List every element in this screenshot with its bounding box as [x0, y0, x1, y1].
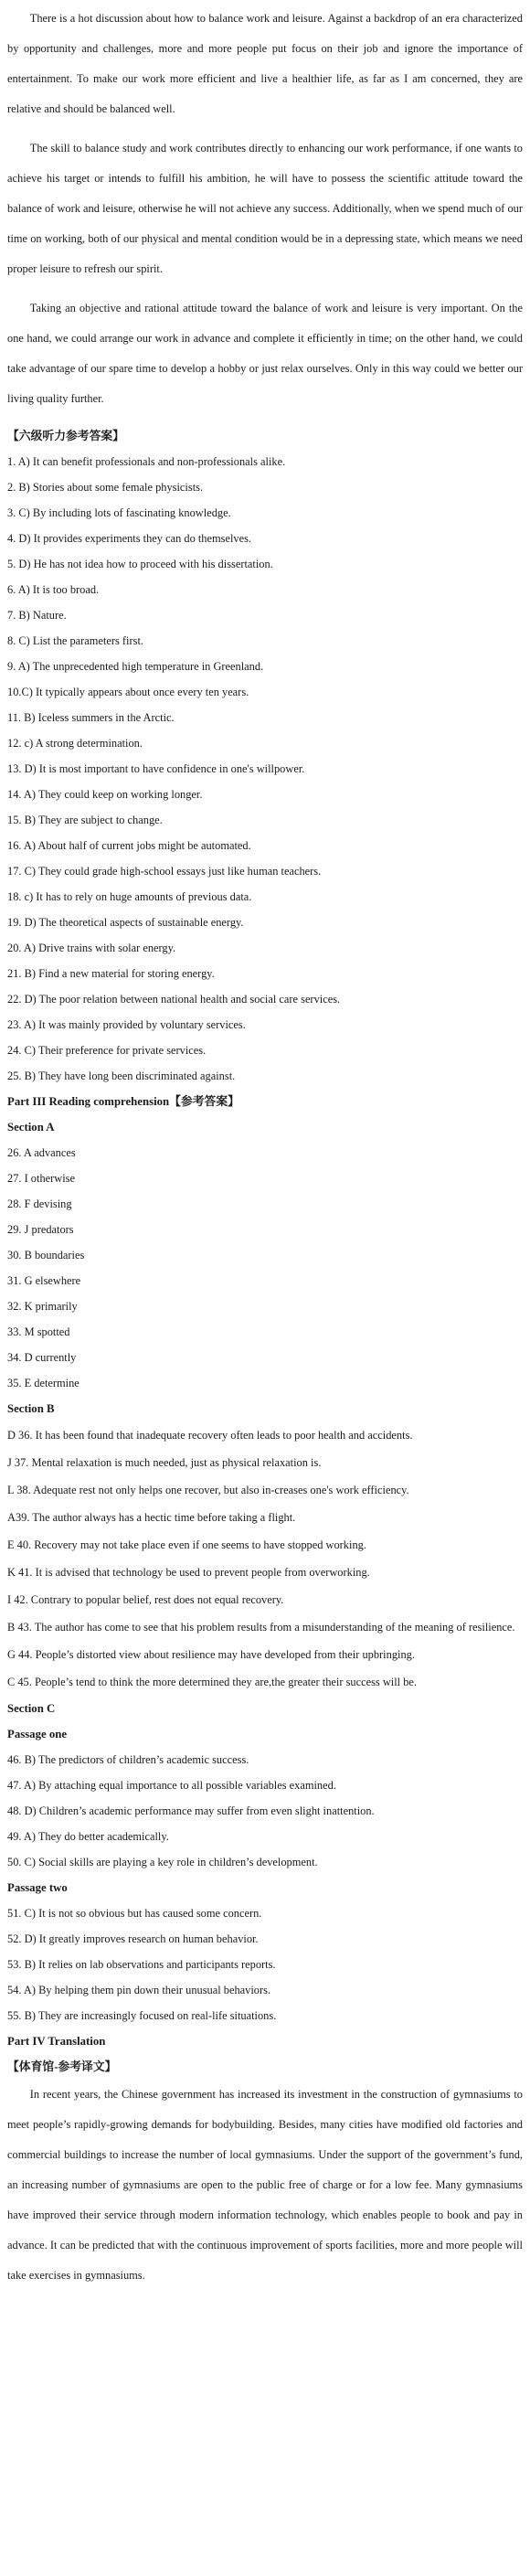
passage-one-heading: Passage one — [7, 1728, 68, 1740]
answer-item: 9. A) The unprecedented high temperature in Greenland. — [7, 660, 264, 673]
section-a-answer-list — [7, 1140, 523, 1396]
answer-item: K 41. It is advised that technology be used to prevent people from overworking. — [7, 1566, 370, 1579]
section-b-heading: Section B — [7, 1402, 55, 1415]
answer-item: 52. D) It greatly improves research on human behavior. — [7, 1932, 259, 1945]
answer-item: 11. B) Iceless summers in the Arctic. — [7, 711, 175, 724]
answer-item: 55. B) They are increasingly focused on real-life situations. — [7, 2009, 277, 2022]
answer-item: 19. D) The theoretical aspects of sustainable energy. — [7, 916, 244, 929]
answer-item: 31. G elsewhere — [7, 1274, 81, 1287]
answer-item: 26. A advances — [7, 1146, 76, 1159]
answer-item: J 37. Mental relaxation is much needed, just as physical relaxation is. — [7, 1456, 322, 1469]
passage-one-answer-list — [7, 1747, 523, 1875]
answer-item: 24. C) Their preference for private services. — [7, 1044, 207, 1057]
answer-item: 33. M spotted — [7, 1325, 70, 1338]
answer-item: 51. C) It is not so obvious but has caused some concern. — [7, 1907, 262, 1920]
listening-answer-list — [7, 449, 523, 1089]
answer-item: 15. B) They are subject to change. — [7, 814, 163, 826]
answer-item: A39. The author always has a hectic time before taking a flight. — [7, 1511, 296, 1524]
answer-item: 47. A) By attaching equal importance to all possible variables examined. — [7, 1779, 336, 1792]
answer-item: 3. C) By including lots of fascinating knowledge. — [7, 506, 231, 519]
answer-item: 53. B) It relies on lab observations and participants reports. — [7, 1958, 276, 1971]
answer-item: 4. D) It provides experiments they can do themselves. — [7, 532, 252, 545]
answer-item: 28. F devising — [7, 1198, 72, 1210]
answer-item: 23. A) It was mainly provided by voluntary services. — [7, 1018, 246, 1031]
answer-item: 54. A) By helping them pin down their unusual behaviors. — [7, 1984, 271, 1996]
answer-item: 6. A) It is too broad. — [7, 583, 100, 596]
answer-item: C 45. People’s tend to think the more determined they are,the greater their success will be. — [7, 1676, 417, 1688]
answer-item: 18. c) It has to rely on huge amounts of previous data. — [7, 890, 252, 903]
answer-item: 7. B) Nature. — [7, 609, 67, 622]
answer-item: B 43. The author has come to see that his problem results from a misunderstanding of the meaning of resilience. — [7, 1621, 515, 1634]
answer-item: L 38. Adequate rest not only helps one recover, but also in-creases one's work efficiency. — [7, 1484, 409, 1496]
answer-item: 32. K primarily — [7, 1300, 78, 1313]
answer-item: 34. D currently — [7, 1351, 77, 1364]
answer-item: 12. c) A strong determination. — [7, 737, 143, 750]
passage-two-heading: Passage two — [7, 1881, 68, 1894]
answer-item: D 36. It has been found that inadequate recovery often leads to poor health and accidents. — [7, 1429, 413, 1442]
answer-item: E 40. Recovery may not take place even if one seems to have stopped working. — [7, 1538, 366, 1551]
answer-item: I 42. Contrary to popular belief, rest does not equal recovery. — [7, 1593, 284, 1606]
answer-item: 30. B boundaries — [7, 1249, 85, 1261]
passage-two-answer-list — [7, 1900, 523, 2028]
answer-item: 16. A) About half of current jobs might be automated. — [7, 839, 251, 852]
essay-paragraph: The skill to balance study and work contributes directly to enhancing our work performance, if one wants to achieve his target or intends to fulfill his ambition, he will have to possess the scientific attitude toward the balance of work and leisure, otherwise he will not achieve any success. Additionally, when we spend much of our time on working, both of our physical and mental condition would be in a depressing state, which means we need proper leisure to refresh our spirit. — [7, 142, 523, 275]
section-c-heading: Section C — [7, 1702, 56, 1715]
translation-paragraph: In recent years, the Chinese government has increased its investment in the construction of gymnasiums to meet people’s rapidly-growing demands for bodybuilding. Besides, many cities have modified old factories and commercial buildings to increase the number of local gymnasiums. Under the support of the government’s fund, an increasing number of gymnasiums are open to the public free of charge or for a low fee. Many gymnasiums have improved their service through modern information technology, which enables people to book and pay in advance. It can be predicted that with the continuous improvement of sports facilities, more and more people will take exercises in gymnasiums. — [7, 2088, 523, 2282]
answer-item: 17. C) They could grade high-school essays just like human teachers. — [7, 865, 322, 878]
essay-paragraph: There is a hot discussion about how to balance work and leisure. Against a backdrop of an era characterized by opportunity and challenges, more and more people put focus on their job and ignore the importance of entertainment. To make our work more efficient and live a healthier life, as far as I am concerned, they are relative and should be balanced well. — [7, 12, 523, 115]
listening-heading: 【六级听力参考答案】 — [7, 430, 124, 442]
answer-item: 29. J predators — [7, 1223, 74, 1236]
reading-heading: Part III Reading comprehension【参考答案】 — [7, 1095, 239, 1108]
answer-item: 20. A) Drive trains with solar energy. — [7, 942, 176, 954]
answer-item: 49. A) They do better academically. — [7, 1830, 169, 1843]
answer-item: 8. C) List the parameters first. — [7, 634, 143, 647]
listening-section — [7, 423, 523, 1089]
section-a-heading: Section A — [7, 1121, 55, 1134]
section-b-answer-list — [7, 1421, 523, 1696]
translation-subheading: 【体育馆-参考译文】 — [7, 2060, 117, 2073]
answer-item: 21. B) Find a new material for storing energy. — [7, 967, 215, 980]
answer-item: 5. D) He has not idea how to proceed with his dissertation. — [7, 558, 273, 570]
translation-heading: Part IV Translation — [7, 2035, 106, 2048]
reading-section — [7, 1089, 523, 2028]
answer-item: 50. C) Social skills are playing a key role in children’s development. — [7, 1856, 318, 1868]
translation-section — [7, 2028, 523, 2291]
answer-item: 46. B) The predictors of children’s academic success. — [7, 1753, 249, 1766]
answer-item: 10.C) It typically appears about once every ten years. — [7, 686, 249, 698]
essay-section — [7, 4, 523, 414]
answer-item: 13. D) It is most important to have confidence in one's willpower. — [7, 762, 305, 775]
answer-item: 2. B) Stories about some female physicists. — [7, 481, 204, 494]
answer-item: 14. A) They could keep on working longer. — [7, 788, 203, 801]
answer-item: 27. I otherwise — [7, 1172, 75, 1185]
answer-item: 22. D) The poor relation between national health and social care services. — [7, 993, 341, 1006]
answer-item: 48. D) Children’s academic performance may suffer from even slight inattention. — [7, 1804, 375, 1817]
answer-item: 1. A) It can benefit professionals and non-professionals alike. — [7, 455, 286, 468]
answer-item: 35. E determine — [7, 1377, 80, 1389]
answer-item: G 44. People’s distorted view about resilience may have developed from their upbringing. — [7, 1648, 415, 1661]
essay-paragraph: Taking an objective and rational attitude toward the balance of work and leisure is very important. On the one hand, we could arrange our work in advance and complete it efficiently in time; on the other hand, we could take advantage of our spare time to develop a hobby or just relax ourselves. Only in this way could we better our living quality further. — [7, 302, 523, 405]
answer-item: 25. B) They have long been discriminated against. — [7, 1070, 236, 1082]
